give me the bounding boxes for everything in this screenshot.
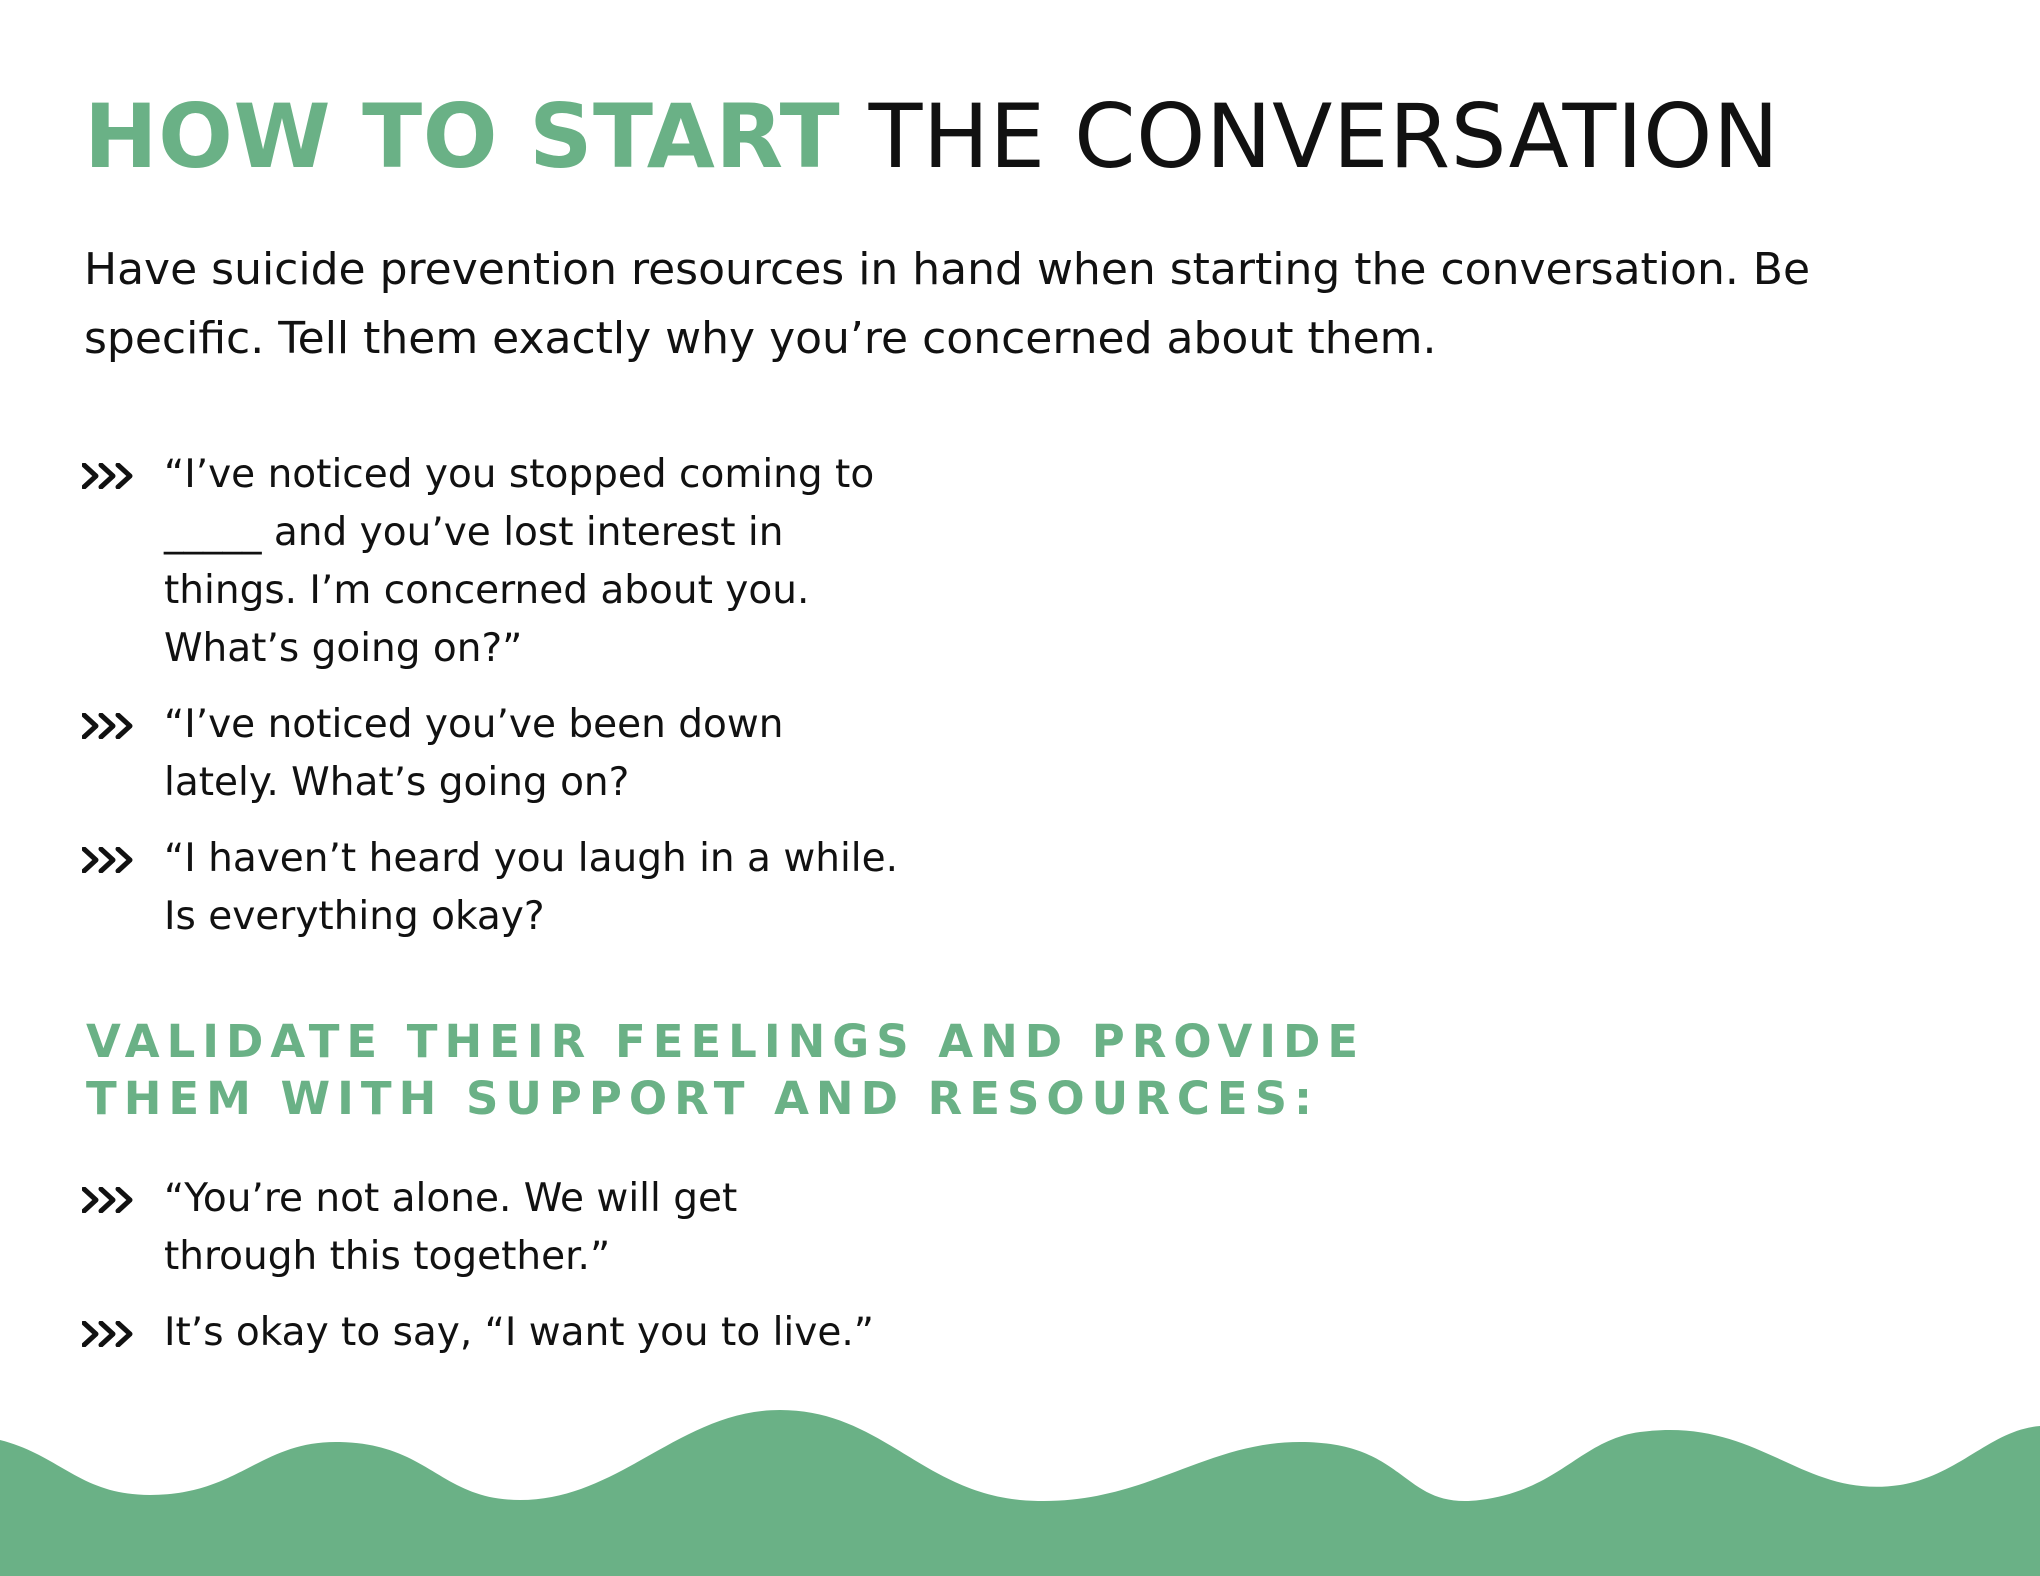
intro-paragraph: Have suicide prevention resources in hand when starting the conversation. Be specific. Tell them exactly why you’re concerned about them. <box>84 244 1811 364</box>
validate-list <box>82 1170 874 1380</box>
triple-chevron-icon <box>82 1321 138 1347</box>
bullet-text: “I haven’t heard you laugh in a while. Is everything okay? <box>164 836 899 939</box>
title-rest: THE CONVERSATION <box>840 85 1780 188</box>
list-item <box>82 446 898 678</box>
bullet-text: “I’ve noticed you’ve been down lately. What’s going on? <box>164 702 784 805</box>
conversation-starters-list <box>82 446 898 964</box>
list-item <box>82 1304 874 1362</box>
page-title <box>84 82 1779 192</box>
list-item <box>82 830 898 946</box>
triple-chevron-icon <box>82 463 138 489</box>
triple-chevron-icon <box>82 847 138 873</box>
bullet-text: It’s okay to say, “I want you to live.” <box>164 1310 874 1355</box>
list-item <box>82 696 898 812</box>
triple-chevron-icon <box>82 713 138 739</box>
triple-chevron-icon <box>82 1187 138 1213</box>
bullet-text: “You’re not alone. We will get through this together.” <box>164 1176 738 1279</box>
validate-heading: VALIDATE THEIR FEELINGS AND PROVIDE THEM WITH SUPPORT AND RESOURCES: <box>86 1015 1366 1125</box>
wave-decoration <box>0 1400 2040 1576</box>
bullet-text: “I’ve noticed you stopped coming to _____ and you’ve lost interest in things. I’m concerned about you. What’s going on?” <box>164 452 875 671</box>
list-item <box>82 1170 874 1286</box>
title-emphasis: HOW TO START <box>84 85 841 188</box>
